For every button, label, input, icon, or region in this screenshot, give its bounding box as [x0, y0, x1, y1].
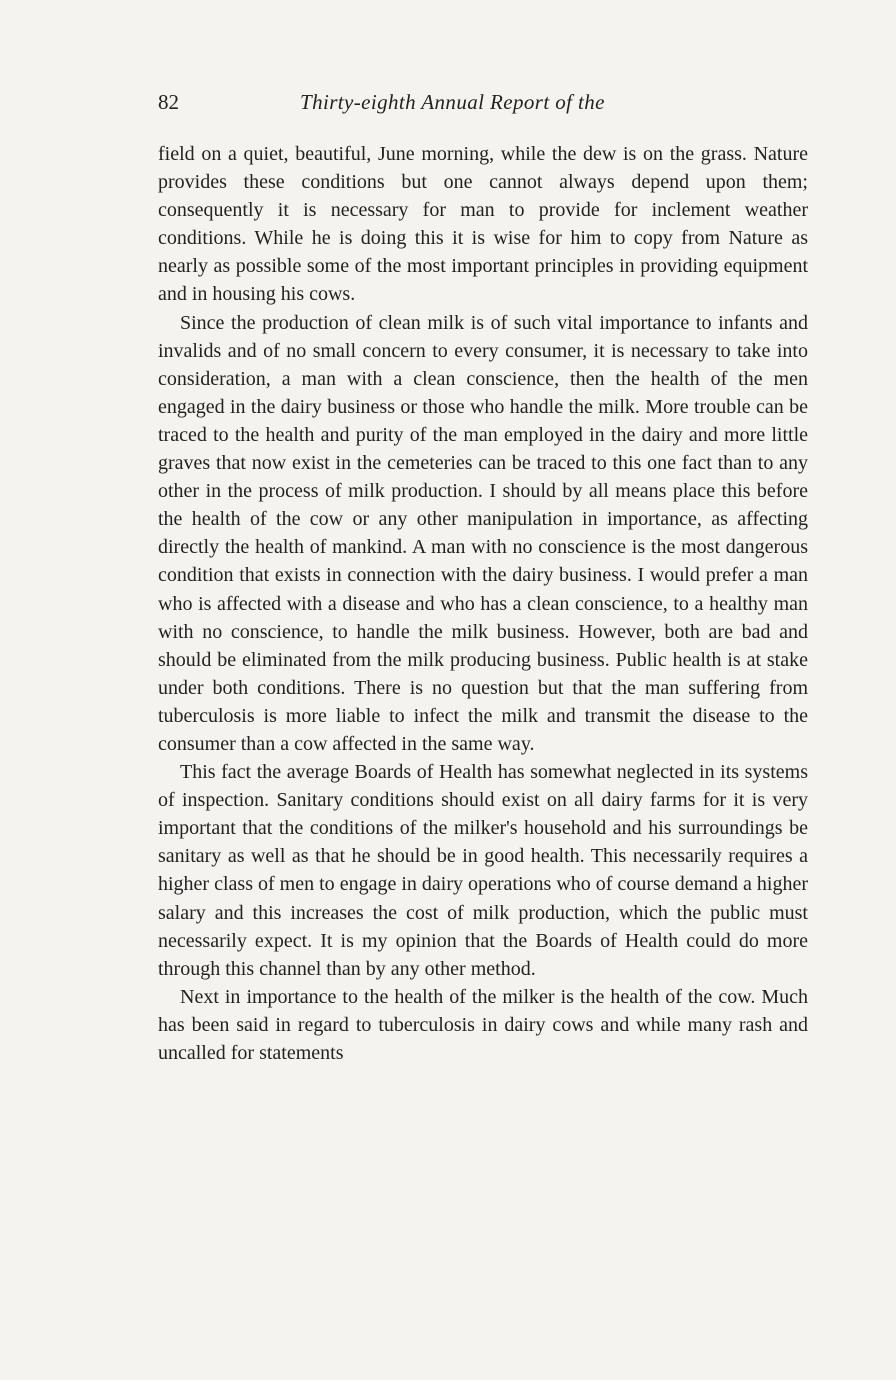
- paragraph-health-of-cow: Next in importance to the health of the milker is the health of the cow. Much has been said in regard to tuberculosis in dairy cows and while many rash and uncalled for statements: [158, 985, 808, 1064]
- paragraph-clean-milk: Since the production of clean milk is of such vital importance to infants and invalids and of no small concern to every consumer, it is necessary to take into consideration, a man with a clean conscience, then the health of the men engaged in the dairy business or those who handle the milk. More trouble can be traced to the health and purity of the man employed in the dairy and more little graves that now exist in the cemeteries can be traced to this one fact than to any other in the process of milk production. I should by all means place this before the health of the cow or any other manipulation in importance, as affecting directly the health of mankind. A man with no conscience is the most dangerous condition that exists in connection with the dairy business. I would prefer a man who is affected with a disease and who has a clean conscience, to a healthy man with no conscience, to handle the milk business. However, both are bad and should be eliminated from the milk producing business. Public health is at stake under both conditions. There is no question but that the man suffering from tuberculosis is more liable to infect the milk and transmit the disease to the consumer than a cow affected in the same way.: [158, 311, 808, 755]
- running-title: Thirty-eighth Annual Report of the: [300, 90, 605, 114]
- page-header: [158, 86, 808, 118]
- paragraph-continuation: field on a quiet, beautiful, June morning, while the dew is on the grass. Nature provides these conditions but one cannot always depend upon them; consequently it is necessary for man to provide for inclement weather conditions. While he is doing this it is wise for him to copy from Nature as nearly as possible some of the most important principles in providing equipment and in housing his cows.: [158, 143, 808, 306]
- page-number: 82: [158, 90, 179, 114]
- paragraph-boards-of-health: This fact the average Boards of Health has somewhat neglected in its systems of inspection. Sanitary conditions should exist on all dairy farms for it is very important that the conditions of the milker's household and his surroundings be sanitary as well as that he should be in good health. This necessarily requires a higher class of men to engage in dairy operations who of course demand a higher salary and this increases the cost of milk production, which the public must necessarily expect. It is my opinion that the Boards of Health could do more through this channel than by any other method.: [158, 761, 808, 980]
- body-text: [158, 140, 808, 1067]
